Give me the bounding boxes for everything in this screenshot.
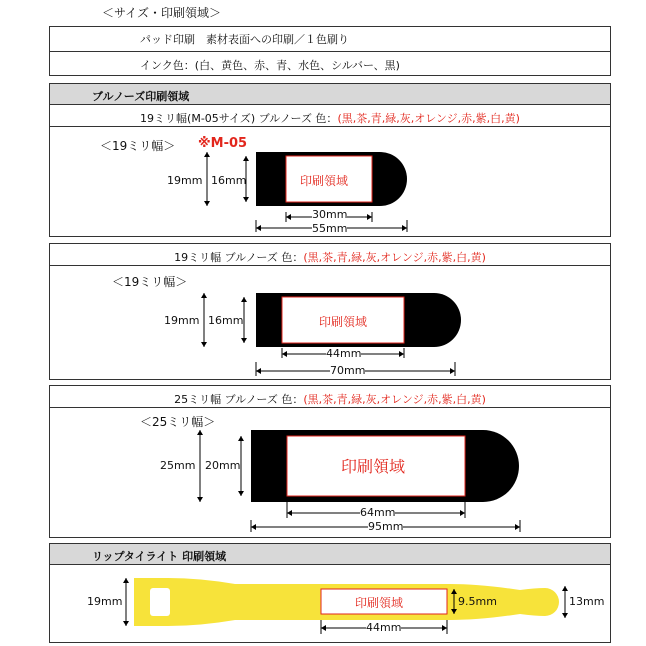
dim-length-total: 70mm bbox=[330, 364, 366, 377]
dim-length-print: 30mm bbox=[312, 208, 348, 221]
section-header-label: リップタイライト 印刷領域 bbox=[92, 550, 227, 563]
dim-length-print: 44mm bbox=[366, 621, 402, 634]
spec-label: 25ミリ幅 ブルノーズ 色： bbox=[174, 393, 304, 406]
print-area-label: 印刷領域 bbox=[300, 174, 349, 188]
dim-width-inner: 20mm bbox=[205, 459, 241, 472]
print-info-box bbox=[49, 26, 611, 76]
bullnose-25-section bbox=[49, 385, 611, 538]
ink-colors: インク色：(白、黄色、赤、青、水色、シルバー、黒) bbox=[140, 59, 400, 72]
spec-colors: (黒,茶,青,緑,灰,オレンジ,赤,紫,白,黄) bbox=[337, 112, 520, 125]
spec-colors: (黒,茶,青,緑,灰,オレンジ,赤,紫,白,黄) bbox=[303, 251, 486, 264]
print-method: パッド印刷 素材表面への印刷／１色刷り bbox=[140, 33, 349, 46]
dim-width-outer: 25mm bbox=[160, 459, 196, 472]
print-area-label: 印刷領域 bbox=[355, 596, 404, 610]
dim-width-outer: 19mm bbox=[87, 595, 123, 608]
spec-label: 19ミリ幅(M-05サイズ) ブルノーズ 色： bbox=[140, 112, 338, 125]
rip-tie-diagram bbox=[50, 544, 612, 644]
size-tag: ＜19ミリ幅＞ bbox=[100, 139, 176, 153]
dim-length-print: 44mm bbox=[326, 347, 362, 360]
dim-width-tail: 13mm bbox=[569, 595, 605, 608]
spec-label: 19ミリ幅 ブルノーズ 色： bbox=[174, 251, 304, 264]
dim-width-outer: 19mm bbox=[164, 314, 200, 327]
dim-width-outer: 19mm bbox=[167, 174, 203, 187]
rip-tie-section bbox=[49, 543, 611, 643]
size-tag: ＜25ミリ幅＞ bbox=[140, 415, 216, 429]
dim-width-print: 9.5mm bbox=[458, 595, 497, 608]
model-tag: ※M-05 bbox=[198, 136, 248, 151]
print-area-label: 印刷領域 bbox=[319, 315, 368, 329]
dim-width-inner: 16mm bbox=[211, 174, 247, 187]
bullnose-m05-section bbox=[49, 83, 611, 237]
bullnose-19-section bbox=[49, 243, 611, 380]
size-tag: ＜19ミリ幅＞ bbox=[112, 275, 188, 289]
dim-length-total: 55mm bbox=[312, 222, 348, 235]
print-area-label: 印刷領域 bbox=[341, 457, 406, 476]
section-header-label: ブルノーズ印刷領域 bbox=[92, 90, 190, 103]
strap-diagram-25 bbox=[50, 386, 612, 539]
dim-length-print: 64mm bbox=[360, 506, 396, 519]
dim-length-total: 95mm bbox=[368, 520, 404, 533]
page-title: ＜サイズ・印刷領域＞ bbox=[102, 6, 222, 20]
divider bbox=[50, 51, 610, 52]
spec-colors: (黒,茶,青,緑,灰,オレンジ,赤,紫,白,黄) bbox=[303, 393, 486, 406]
dim-width-inner: 16mm bbox=[208, 314, 244, 327]
